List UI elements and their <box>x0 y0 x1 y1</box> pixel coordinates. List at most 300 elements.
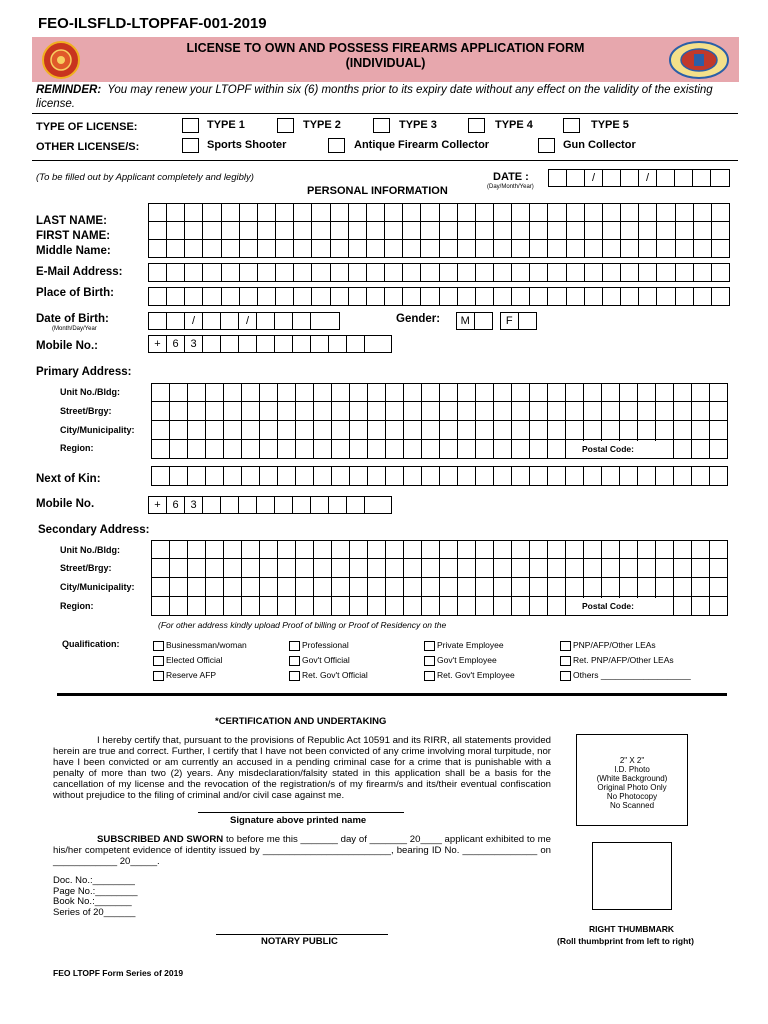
grid-cell[interactable] <box>188 402 206 420</box>
grid-cell[interactable] <box>350 402 368 420</box>
grid-cell[interactable] <box>422 384 440 401</box>
name-grid[interactable] <box>148 203 730 258</box>
grid-cell[interactable] <box>476 288 494 305</box>
grid-cell[interactable] <box>639 222 657 239</box>
grid-cell[interactable] <box>585 288 603 305</box>
type2-checkbox[interactable] <box>277 118 294 133</box>
grid-cell[interactable] <box>276 204 294 221</box>
grid-cell[interactable] <box>152 440 170 458</box>
grid-cell[interactable] <box>170 402 188 420</box>
grid-cell[interactable] <box>548 204 566 221</box>
grid-cell[interactable] <box>296 384 314 401</box>
grid-cell[interactable] <box>224 421 242 439</box>
grid-cell[interactable] <box>296 597 314 615</box>
grid-cell[interactable] <box>332 597 350 615</box>
grid-cell[interactable] <box>656 578 674 596</box>
grid-cell[interactable] <box>188 578 206 596</box>
grid-cell[interactable] <box>548 402 566 420</box>
grid-cell[interactable] <box>602 541 620 558</box>
qual-item[interactable] <box>424 668 515 683</box>
grid-cell[interactable] <box>676 222 694 239</box>
grid-cell[interactable] <box>676 288 694 305</box>
grid-cell[interactable] <box>458 597 476 615</box>
grid-cell[interactable] <box>603 240 621 257</box>
grid-cell[interactable] <box>350 597 368 615</box>
grid-cell[interactable] <box>260 541 278 558</box>
sports-shooter-checkbox[interactable] <box>182 138 199 153</box>
grid-cell[interactable] <box>694 264 712 281</box>
grid-cell[interactable] <box>602 559 620 577</box>
grid-cell[interactable] <box>710 541 727 558</box>
grid-cell[interactable] <box>476 384 494 401</box>
grid-cell[interactable] <box>692 541 710 558</box>
grid-cell[interactable] <box>602 467 620 485</box>
grid-cell[interactable] <box>296 559 314 577</box>
grid-cell[interactable] <box>206 402 224 420</box>
grid-cell[interactable] <box>692 559 710 577</box>
grid-cell[interactable] <box>332 578 350 596</box>
grid-cell[interactable] <box>530 467 548 485</box>
grid-cell[interactable] <box>222 204 240 221</box>
grid-cell[interactable] <box>620 402 638 420</box>
grid-cell[interactable] <box>206 578 224 596</box>
grid-cell[interactable] <box>294 222 312 239</box>
qual-item[interactable] <box>560 653 691 668</box>
grid-cell[interactable] <box>294 240 312 257</box>
email-input[interactable] <box>148 263 730 282</box>
grid-cell[interactable] <box>621 240 639 257</box>
grid-cell[interactable] <box>314 440 332 458</box>
grid-cell[interactable] <box>440 578 458 596</box>
grid-cell[interactable] <box>203 264 221 281</box>
grid-cell[interactable] <box>512 204 530 221</box>
grid-cell[interactable] <box>170 578 188 596</box>
grid-cell[interactable] <box>296 402 314 420</box>
grid-cell[interactable] <box>692 597 710 615</box>
mobile-input[interactable] <box>148 335 392 353</box>
qual-item[interactable] <box>289 638 368 653</box>
grid-cell[interactable] <box>278 578 296 596</box>
grid-cell[interactable] <box>494 204 512 221</box>
grid-cell[interactable] <box>548 264 566 281</box>
grid-cell[interactable] <box>314 559 332 577</box>
grid-cell[interactable] <box>530 204 548 221</box>
grid-cell[interactable] <box>674 597 692 615</box>
grid-cell[interactable] <box>657 240 675 257</box>
grid-cell[interactable] <box>602 384 620 401</box>
grid-cell[interactable] <box>404 421 422 439</box>
grid-cell[interactable] <box>224 578 242 596</box>
grid-cell[interactable] <box>694 240 712 257</box>
grid-cell[interactable] <box>278 597 296 615</box>
grid-cell[interactable] <box>206 467 224 485</box>
grid-cell[interactable] <box>692 402 710 420</box>
grid-cell[interactable] <box>404 402 422 420</box>
grid-cell[interactable] <box>440 222 458 239</box>
grid-cell[interactable] <box>512 421 530 439</box>
qual-item[interactable] <box>289 653 368 668</box>
grid-cell[interactable] <box>692 421 710 439</box>
grid-cell[interactable] <box>656 402 674 420</box>
grid-cell[interactable] <box>404 578 422 596</box>
grid-cell[interactable] <box>242 467 260 485</box>
grid-cell[interactable] <box>368 578 386 596</box>
grid-cell[interactable] <box>314 541 332 558</box>
grid-cell[interactable] <box>710 421 727 439</box>
grid-cell[interactable] <box>494 541 512 558</box>
grid-cell[interactable] <box>368 541 386 558</box>
grid-cell[interactable] <box>710 578 727 596</box>
grid-cell[interactable] <box>152 421 170 439</box>
grid-cell[interactable] <box>440 421 458 439</box>
grid-cell[interactable] <box>167 264 185 281</box>
grid-cell[interactable] <box>621 204 639 221</box>
grid-cell[interactable] <box>258 222 276 239</box>
grid-cell[interactable] <box>386 467 404 485</box>
grid-cell[interactable] <box>458 402 476 420</box>
grid-cell[interactable] <box>242 578 260 596</box>
first-name-input[interactable] <box>148 222 730 240</box>
grid-cell[interactable] <box>656 384 674 401</box>
grid-cell[interactable] <box>222 264 240 281</box>
type5-checkbox[interactable] <box>563 118 580 133</box>
qual-item[interactable] <box>424 653 515 668</box>
grid-cell[interactable] <box>240 222 258 239</box>
grid-cell[interactable] <box>312 288 330 305</box>
grid-cell[interactable] <box>188 440 206 458</box>
grid-cell[interactable] <box>440 264 458 281</box>
grid-cell[interactable] <box>674 578 692 596</box>
grid-cell[interactable] <box>222 222 240 239</box>
city-input[interactable] <box>151 421 728 440</box>
grid-cell[interactable] <box>349 204 367 221</box>
grid-cell[interactable] <box>440 204 458 221</box>
grid-cell[interactable] <box>566 467 584 485</box>
grid-cell[interactable] <box>368 384 386 401</box>
grid-cell[interactable] <box>149 288 167 305</box>
grid-cell[interactable] <box>368 421 386 439</box>
grid-cell[interactable] <box>170 384 188 401</box>
grid-cell[interactable] <box>312 222 330 239</box>
grid-cell[interactable] <box>276 240 294 257</box>
grid-cell[interactable] <box>149 222 167 239</box>
type1-checkbox[interactable] <box>182 118 199 133</box>
grid-cell[interactable] <box>367 222 385 239</box>
grid-cell[interactable] <box>440 559 458 577</box>
grid-cell[interactable] <box>656 467 674 485</box>
grid-cell[interactable] <box>440 384 458 401</box>
grid-cell[interactable] <box>203 288 221 305</box>
grid-cell[interactable] <box>240 204 258 221</box>
grid-cell[interactable] <box>656 541 674 558</box>
grid-cell[interactable] <box>276 222 294 239</box>
grid-cell[interactable] <box>458 559 476 577</box>
grid-cell[interactable] <box>548 222 566 239</box>
grid-cell[interactable] <box>548 384 566 401</box>
gender-m-box[interactable] <box>456 312 493 330</box>
antique-collector-checkbox[interactable] <box>328 138 345 153</box>
grid-cell[interactable] <box>639 240 657 257</box>
grid-cell[interactable] <box>332 559 350 577</box>
grid-cell[interactable] <box>530 402 548 420</box>
grid-cell[interactable] <box>530 240 548 257</box>
grid-cell[interactable] <box>421 264 439 281</box>
grid-cell[interactable] <box>638 421 656 439</box>
grid-cell[interactable] <box>188 541 206 558</box>
grid-cell[interactable] <box>203 204 221 221</box>
grid-cell[interactable] <box>224 402 242 420</box>
grid-cell[interactable] <box>332 384 350 401</box>
grid-cell[interactable] <box>530 421 548 439</box>
grid-cell[interactable] <box>476 467 494 485</box>
grid-cell[interactable] <box>710 402 727 420</box>
grid-cell[interactable] <box>584 541 602 558</box>
qual-item[interactable] <box>289 668 368 683</box>
street-input[interactable] <box>151 402 728 421</box>
grid-cell[interactable] <box>185 264 203 281</box>
grid-cell[interactable] <box>710 440 727 458</box>
grid-cell[interactable] <box>350 467 368 485</box>
grid-cell[interactable] <box>656 421 674 439</box>
grid-cell[interactable] <box>512 222 530 239</box>
grid-cell[interactable] <box>368 467 386 485</box>
grid-cell[interactable] <box>421 240 439 257</box>
grid-cell[interactable] <box>294 288 312 305</box>
grid-cell[interactable] <box>476 240 494 257</box>
grid-cell[interactable] <box>656 559 674 577</box>
grid-cell[interactable] <box>674 440 692 458</box>
grid-cell[interactable] <box>458 578 476 596</box>
grid-cell[interactable] <box>185 204 203 221</box>
grid-cell[interactable] <box>422 559 440 577</box>
grid-cell[interactable] <box>314 597 332 615</box>
grid-cell[interactable] <box>494 578 512 596</box>
grid-cell[interactable] <box>170 541 188 558</box>
grid-cell[interactable] <box>548 559 566 577</box>
grid-cell[interactable] <box>567 240 585 257</box>
grid-cell[interactable] <box>694 204 712 221</box>
grid-cell[interactable] <box>638 559 656 577</box>
grid-cell[interactable] <box>385 288 403 305</box>
grid-cell[interactable] <box>206 597 224 615</box>
grid-cell[interactable] <box>440 467 458 485</box>
grid-cell[interactable] <box>368 559 386 577</box>
grid-cell[interactable] <box>585 264 603 281</box>
grid-cell[interactable] <box>494 467 512 485</box>
grid-cell[interactable] <box>332 440 350 458</box>
grid-cell[interactable] <box>242 384 260 401</box>
qual-item[interactable] <box>424 638 515 653</box>
grid-cell[interactable] <box>458 467 476 485</box>
grid-cell[interactable] <box>206 541 224 558</box>
grid-cell[interactable] <box>349 222 367 239</box>
grid-cell[interactable] <box>585 240 603 257</box>
grid-cell[interactable] <box>260 467 278 485</box>
grid-cell[interactable] <box>638 541 656 558</box>
grid-cell[interactable] <box>548 440 566 458</box>
grid-cell[interactable] <box>350 440 368 458</box>
grid-cell[interactable] <box>258 240 276 257</box>
grid-cell[interactable] <box>584 402 602 420</box>
unit-input[interactable] <box>151 383 728 402</box>
grid-cell[interactable] <box>674 402 692 420</box>
grid-cell[interactable] <box>278 559 296 577</box>
grid-cell[interactable] <box>152 597 170 615</box>
grid-cell[interactable] <box>260 440 278 458</box>
grid-cell[interactable] <box>440 440 458 458</box>
grid-cell[interactable] <box>476 559 494 577</box>
grid-cell[interactable] <box>260 578 278 596</box>
grid-cell[interactable] <box>242 559 260 577</box>
grid-cell[interactable] <box>422 578 440 596</box>
grid-cell[interactable] <box>674 384 692 401</box>
grid-cell[interactable] <box>458 541 476 558</box>
grid-cell[interactable] <box>278 384 296 401</box>
grid-cell[interactable] <box>167 288 185 305</box>
grid-cell[interactable] <box>242 597 260 615</box>
grid-cell[interactable] <box>512 288 530 305</box>
grid-cell[interactable] <box>152 467 170 485</box>
grid-cell[interactable] <box>222 288 240 305</box>
next-of-kin-input[interactable] <box>151 466 728 486</box>
grid-cell[interactable] <box>656 440 674 458</box>
grid-cell[interactable] <box>548 240 566 257</box>
grid-cell[interactable] <box>278 402 296 420</box>
grid-cell[interactable] <box>350 541 368 558</box>
grid-cell[interactable] <box>422 467 440 485</box>
grid-cell[interactable] <box>566 421 584 439</box>
grid-cell[interactable] <box>276 264 294 281</box>
grid-cell[interactable] <box>530 597 548 615</box>
grid-cell[interactable] <box>639 204 657 221</box>
grid-cell[interactable] <box>350 559 368 577</box>
grid-cell[interactable] <box>440 240 458 257</box>
grid-cell[interactable] <box>512 384 530 401</box>
grid-cell[interactable] <box>224 559 242 577</box>
grid-cell[interactable] <box>385 240 403 257</box>
grid-cell[interactable] <box>638 402 656 420</box>
grid-cell[interactable] <box>602 578 620 596</box>
grid-cell[interactable] <box>296 467 314 485</box>
grid-cell[interactable] <box>206 421 224 439</box>
grid-cell[interactable] <box>368 440 386 458</box>
grid-cell[interactable] <box>404 467 422 485</box>
grid-cell[interactable] <box>350 384 368 401</box>
grid-cell[interactable] <box>657 204 675 221</box>
grid-cell[interactable] <box>258 204 276 221</box>
grid-cell[interactable] <box>567 288 585 305</box>
grid-cell[interactable] <box>170 467 188 485</box>
grid-cell[interactable] <box>603 222 621 239</box>
city-input[interactable] <box>151 578 728 597</box>
grid-cell[interactable] <box>476 204 494 221</box>
grid-cell[interactable] <box>278 421 296 439</box>
grid-cell[interactable] <box>458 240 476 257</box>
grid-cell[interactable] <box>694 288 712 305</box>
grid-cell[interactable] <box>585 204 603 221</box>
grid-cell[interactable] <box>548 421 566 439</box>
grid-cell[interactable] <box>331 222 349 239</box>
grid-cell[interactable] <box>224 384 242 401</box>
grid-cell[interactable] <box>206 559 224 577</box>
grid-cell[interactable] <box>367 264 385 281</box>
grid-cell[interactable] <box>278 541 296 558</box>
grid-cell[interactable] <box>530 384 548 401</box>
grid-cell[interactable] <box>331 204 349 221</box>
grid-cell[interactable] <box>296 421 314 439</box>
qual-checkbox[interactable] <box>424 641 435 651</box>
grid-cell[interactable] <box>422 440 440 458</box>
grid-cell[interactable] <box>314 384 332 401</box>
gender-f-box[interactable] <box>500 312 537 330</box>
grid-cell[interactable] <box>386 384 404 401</box>
grid-cell[interactable] <box>149 204 167 221</box>
grid-cell[interactable] <box>260 384 278 401</box>
grid-cell[interactable] <box>224 467 242 485</box>
grid-cell[interactable] <box>584 421 602 439</box>
qual-item[interactable] <box>560 668 691 683</box>
grid-cell[interactable] <box>294 204 312 221</box>
grid-cell[interactable] <box>312 240 330 257</box>
grid-cell[interactable] <box>185 222 203 239</box>
grid-cell[interactable] <box>152 541 170 558</box>
place-of-birth-input[interactable] <box>148 287 730 306</box>
grid-cell[interactable] <box>512 240 530 257</box>
grid-cell[interactable] <box>692 578 710 596</box>
grid-cell[interactable] <box>494 402 512 420</box>
grid-cell[interactable] <box>242 541 260 558</box>
grid-cell[interactable] <box>584 384 602 401</box>
grid-cell[interactable] <box>188 421 206 439</box>
type4-checkbox[interactable] <box>468 118 485 133</box>
grid-cell[interactable] <box>152 384 170 401</box>
grid-cell[interactable] <box>349 240 367 257</box>
grid-cell[interactable] <box>224 440 242 458</box>
grid-cell[interactable] <box>386 597 404 615</box>
grid-cell[interactable] <box>676 240 694 257</box>
grid-cell[interactable] <box>403 240 421 257</box>
grid-cell[interactable] <box>674 467 692 485</box>
grid-cell[interactable] <box>276 288 294 305</box>
grid-cell[interactable] <box>602 402 620 420</box>
qual-item[interactable] <box>560 638 691 653</box>
grid-cell[interactable] <box>494 264 512 281</box>
grid-cell[interactable] <box>314 402 332 420</box>
grid-cell[interactable] <box>458 288 476 305</box>
grid-cell[interactable] <box>476 421 494 439</box>
grid-cell[interactable] <box>296 578 314 596</box>
grid-cell[interactable] <box>386 402 404 420</box>
grid-cell[interactable] <box>603 264 621 281</box>
grid-cell[interactable] <box>638 578 656 596</box>
last-name-input[interactable] <box>148 203 730 222</box>
grid-cell[interactable] <box>421 288 439 305</box>
grid-cell[interactable] <box>602 421 620 439</box>
grid-cell[interactable] <box>185 288 203 305</box>
grid-cell[interactable] <box>530 578 548 596</box>
grid-cell[interactable] <box>170 597 188 615</box>
qual-checkbox[interactable] <box>560 671 571 681</box>
grid-cell[interactable] <box>294 264 312 281</box>
qual-checkbox[interactable] <box>289 641 300 651</box>
grid-cell[interactable] <box>657 288 675 305</box>
grid-cell[interactable] <box>312 264 330 281</box>
grid-cell[interactable] <box>566 559 584 577</box>
grid-cell[interactable] <box>512 559 530 577</box>
grid-cell[interactable] <box>331 240 349 257</box>
middle-name-input[interactable] <box>148 240 730 258</box>
grid-cell[interactable] <box>385 222 403 239</box>
